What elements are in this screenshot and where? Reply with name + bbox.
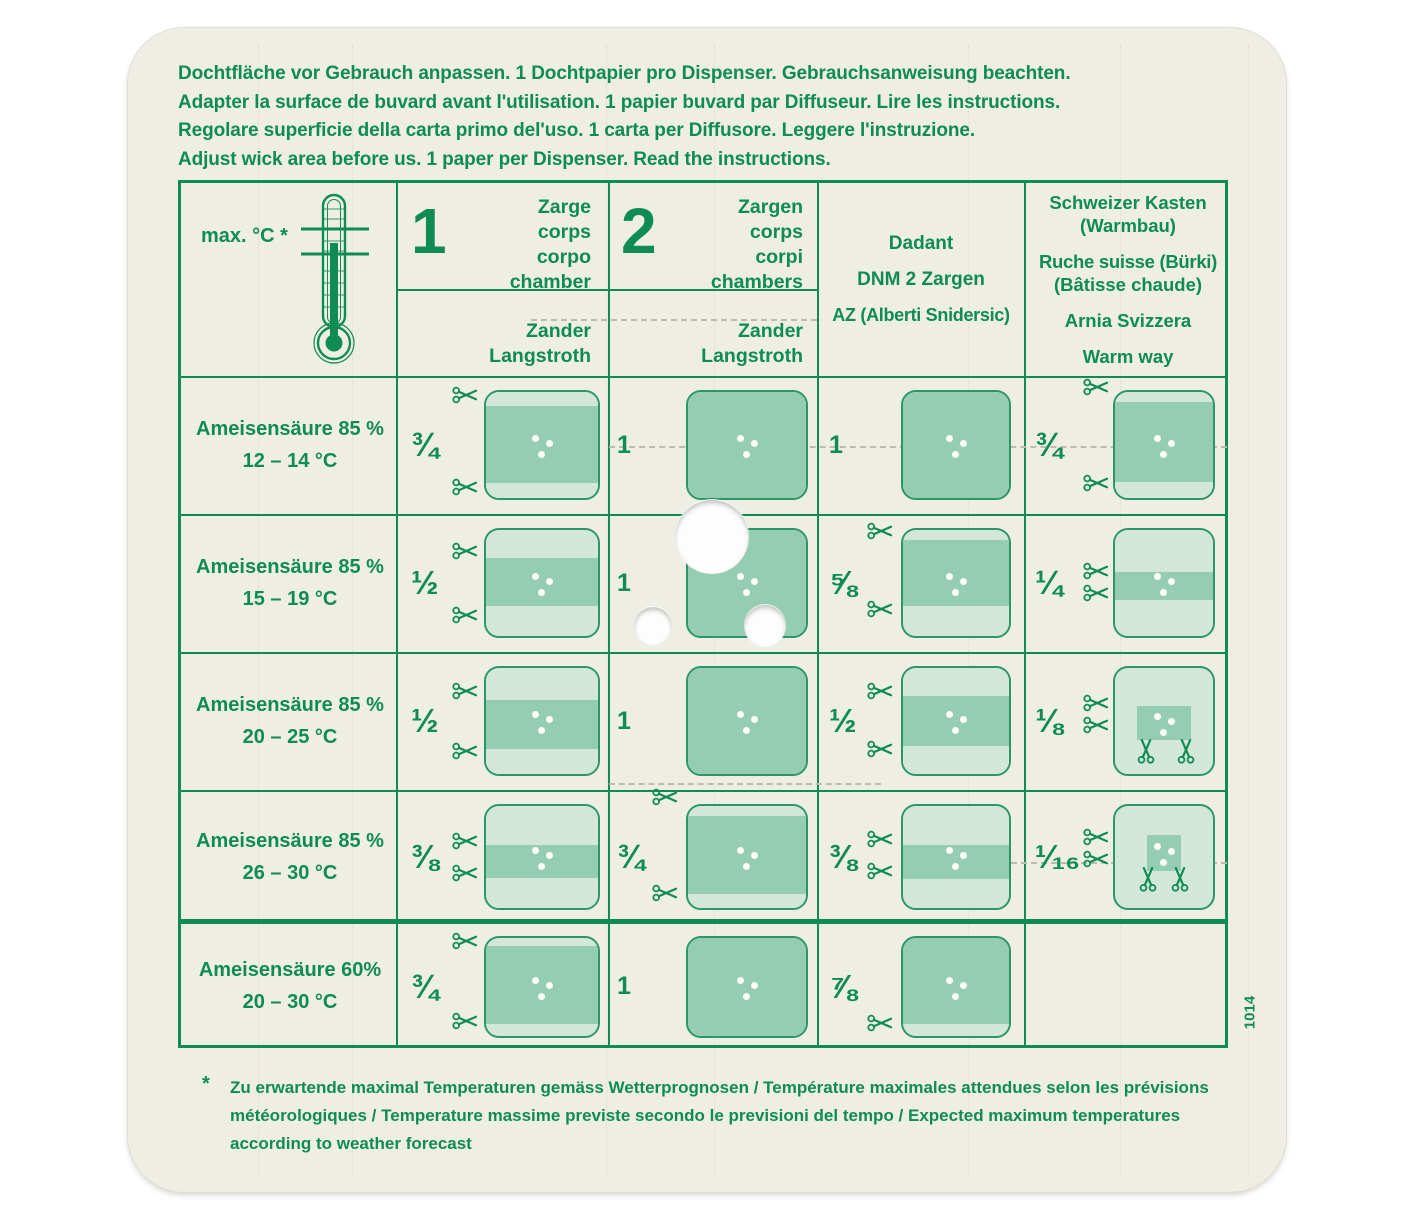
footnote (202, 1074, 1272, 1158)
scissors-icon (452, 932, 478, 950)
row-label (187, 514, 393, 652)
wick-dot (952, 863, 959, 870)
wick-dot (743, 993, 750, 1000)
wick-band (486, 483, 598, 498)
wick-band (1115, 530, 1213, 572)
wick-dot (1168, 718, 1175, 725)
wick-pad (1113, 390, 1215, 500)
wick-band (486, 1024, 598, 1036)
row-temp-label: 20 – 30 °C (242, 991, 338, 1013)
wick-band (903, 668, 1009, 696)
wick-dot (1160, 589, 1167, 596)
scissors-icon (652, 884, 678, 902)
wick-pad (686, 390, 808, 500)
thermometer-icon (297, 191, 373, 369)
wick-dot (952, 993, 959, 1000)
intro-line-fr: Adapter la surface de buvard avant l'utilisation. 1 papier buvard par Diffuseur. Lire les instructions. (178, 91, 1061, 113)
wick-dot (946, 847, 953, 854)
dose-fraction: 1 (617, 568, 631, 597)
header-frames-2: Zander Langstroth (701, 320, 803, 367)
scissors-icon (1083, 562, 1109, 580)
wick-dot (737, 977, 744, 984)
wick-dot (538, 993, 545, 1000)
perforation-line (609, 783, 881, 785)
header-frames-1: Zander Langstroth (489, 320, 591, 367)
wick-dot (538, 863, 545, 870)
footnote-text: Zu erwartende maximal Temperaturen gemäss Wetterprognosen / Température maximales attendues selon les prévisions météorologiques / Temperature massime previste secondo le previsioni del tempo / Expected maximum temperatures according to weather forecast (230, 1078, 1209, 1153)
wick-dot (743, 589, 750, 596)
wick-dot (532, 847, 539, 854)
wick-band (688, 938, 806, 1036)
wick-dot (532, 435, 539, 442)
wick-band (903, 606, 1009, 636)
perforation-line (531, 319, 817, 321)
wick-dot (1154, 435, 1161, 442)
wick-band (903, 392, 1009, 498)
scissors-icon (1133, 742, 1159, 760)
row-acid-label: Ameisensäure 85 % (196, 693, 384, 716)
footnote-asterisk: * (202, 1073, 210, 1095)
row-acid-label: Ameisensäure 85 % (196, 417, 384, 440)
header-num-2: 2 (621, 195, 657, 267)
wick-dot (1154, 573, 1161, 580)
scissors-icon (867, 862, 893, 880)
dose-fraction: ⅜ (829, 838, 857, 875)
punch-hole-large (675, 500, 749, 574)
dose-fraction: 1 (617, 706, 631, 735)
dose-fraction: ¾ (411, 967, 439, 1005)
wick-band (903, 1024, 1009, 1036)
wick-band (903, 879, 1009, 908)
scissors-icon (867, 600, 893, 618)
wick-pad (484, 528, 600, 638)
wick-dot (546, 578, 553, 585)
column-line (608, 183, 610, 1045)
wick-band (903, 540, 1009, 607)
wick-band (486, 406, 598, 483)
header-swiss: Schweizer Kasten (Warmbau) Ruche suisse (Bürki) (Bâtisse chaude) Arnia Svizzera Warm way (1038, 192, 1218, 367)
wick-band (486, 946, 598, 1023)
wick-dot (960, 440, 967, 447)
wick-band (486, 530, 598, 558)
wick-pad (1113, 666, 1215, 776)
wick-band (486, 938, 598, 947)
wick-dot (751, 578, 758, 585)
dose-fraction: ½ (411, 702, 439, 739)
wick-dot (1160, 729, 1167, 736)
row-label (187, 652, 393, 790)
wick-pad (686, 666, 808, 776)
row-label (187, 376, 393, 514)
wick-band (486, 668, 598, 700)
wick-band (903, 696, 1009, 747)
wick-dot (751, 440, 758, 447)
wick-dot (946, 435, 953, 442)
wick-band (903, 746, 1009, 774)
wick-dot (538, 589, 545, 596)
wick-pad (484, 390, 600, 500)
wick-band (688, 668, 806, 774)
punch-hole-small (634, 607, 672, 645)
row-acid-label: Ameisensäure 85 % (196, 555, 384, 578)
wick-pad (1113, 804, 1215, 910)
scissors-icon (452, 742, 478, 760)
wick-band (486, 606, 598, 636)
wick-pad (901, 804, 1011, 910)
wick-band (486, 878, 598, 908)
dose-fraction: ½ (411, 564, 439, 601)
scissors-icon (652, 788, 678, 806)
intro-text (178, 60, 1178, 174)
dose-fraction: ⅝ (829, 564, 857, 601)
wick-pad (484, 666, 600, 776)
column-line (396, 183, 398, 1045)
dose-fraction: 1 (617, 972, 631, 1000)
wick-dot (1160, 859, 1167, 866)
scissors-icon (452, 832, 478, 850)
wick-dot (532, 573, 539, 580)
intro-line-it: Regolare superficie della carta primo del'uso. 1 carta per Diffusore. Leggere l'instruzione. (178, 120, 976, 141)
wick-dot (532, 977, 539, 984)
scissors-icon (1083, 584, 1109, 602)
scissors-icon (867, 1014, 893, 1032)
wick-band (688, 392, 806, 498)
wick-band (903, 806, 1009, 845)
wick-dot (737, 711, 744, 718)
scissors-icon (867, 740, 893, 758)
scissors-icon (452, 682, 478, 700)
wick-band (486, 845, 598, 879)
wick-pad (901, 936, 1011, 1038)
scissors-icon (1135, 870, 1161, 888)
dosage-table (178, 180, 1228, 1048)
wick-dot (1154, 713, 1161, 720)
wick-dot (952, 589, 959, 596)
wick-pad (1113, 528, 1215, 638)
row-temp-label: 20 – 25 °C (242, 725, 338, 748)
scissors-icon (1083, 850, 1109, 868)
wick-dot (751, 982, 758, 989)
scissors-icon (452, 542, 478, 560)
intro-line-en: Adjust wick area before us. 1 paper per Dispenser. Read the instructions. (178, 148, 831, 170)
wick-dot (538, 451, 545, 458)
wick-band (1115, 600, 1213, 636)
wick-dot (960, 982, 967, 989)
dose-fraction: ¹⁄₁₆ (1035, 838, 1081, 875)
wick-dot (751, 852, 758, 859)
header-chamber-1: Zarge corps corpo chamber (509, 196, 591, 293)
wick-dot (538, 727, 545, 734)
wick-band (903, 938, 1009, 1024)
wick-dot (751, 716, 758, 723)
wick-band (486, 806, 598, 845)
scissors-icon (452, 606, 478, 624)
wick-dot (946, 573, 953, 580)
dose-fraction: ¾ (411, 426, 439, 463)
scissors-icon (1083, 378, 1109, 396)
punch-hole-small (744, 605, 786, 647)
wick-dot (546, 852, 553, 859)
wick-dot (546, 716, 553, 723)
wick-band (486, 392, 598, 406)
wick-dot (1154, 843, 1161, 850)
wick-area (1137, 706, 1192, 740)
row-label (187, 924, 393, 1049)
header-num-1: 1 (411, 195, 447, 267)
wick-pad (686, 804, 808, 910)
row-acid-label: Ameisensäure 85 % (196, 829, 384, 852)
wick-dot (952, 727, 959, 734)
wick-pad (901, 390, 1011, 500)
dose-fraction: 1 (617, 430, 631, 459)
scissors-icon (1173, 742, 1199, 760)
wick-dot (546, 440, 553, 447)
row-temp-label: 15 – 19 °C (242, 587, 338, 610)
wick-pad (901, 528, 1011, 638)
wick-band (1115, 402, 1213, 483)
wick-dot (952, 451, 959, 458)
row-temp-label: 26 – 30 °C (242, 861, 338, 884)
wick-band (486, 749, 598, 774)
wick-band (688, 806, 806, 816)
wick-dot (960, 578, 967, 585)
wick-band (688, 894, 806, 908)
intro-line-de: Dochtfläche vor Gebrauch anpassen. 1 Dochtpapier pro Dispenser. Gebrauchsanweisung beachten. (178, 63, 1071, 84)
wick-dot (743, 863, 750, 870)
wick-dot (737, 435, 744, 442)
header-chamber-2: Zargen corps corpi chambers (710, 196, 803, 293)
wick-band (1115, 482, 1213, 498)
wick-band (903, 530, 1009, 540)
dose-fraction: ¼ (1035, 564, 1063, 601)
row-acid-label: Ameisensäure 60% (198, 959, 382, 981)
wick-dot (546, 982, 553, 989)
scissors-icon (1083, 716, 1109, 734)
dose-fraction: 1 (829, 430, 843, 459)
wick-dot (1168, 848, 1175, 855)
wick-dot (960, 852, 967, 859)
scissors-icon (867, 682, 893, 700)
wick-dot (946, 977, 953, 984)
print-code: 1014 (1241, 995, 1259, 1030)
wick-dot (532, 711, 539, 718)
wick-dot (743, 451, 750, 458)
wick-dot (1168, 440, 1175, 447)
wick-band (1115, 392, 1213, 402)
dose-fraction: ¾ (617, 838, 645, 875)
wick-dot (1168, 578, 1175, 585)
scissors-icon (452, 478, 478, 496)
wick-band (688, 816, 806, 894)
wick-band (486, 558, 598, 607)
scissors-icon (1083, 694, 1109, 712)
row-temp-label: 12 – 14 °C (242, 449, 338, 472)
dose-fraction: ¾ (1035, 426, 1063, 463)
dose-fraction: ⅜ (411, 838, 439, 875)
max-temp-label: max. °C * (201, 225, 288, 247)
scissors-icon (1083, 474, 1109, 492)
dose-fraction: ⅞ (829, 967, 857, 1005)
wick-pad (484, 804, 600, 910)
dose-fraction: ⅛ (1035, 702, 1063, 739)
wick-band (486, 700, 598, 749)
wick-pad (901, 666, 1011, 776)
wick-dot (1160, 451, 1167, 458)
scissors-icon (867, 830, 893, 848)
scissors-icon (1167, 870, 1193, 888)
wick-dot (946, 711, 953, 718)
wick-dot (743, 727, 750, 734)
wick-pad (484, 936, 600, 1038)
scissors-icon (867, 522, 893, 540)
scissors-icon (452, 864, 478, 882)
row-label (187, 790, 393, 924)
wick-dot (737, 573, 744, 580)
scissors-icon (1083, 828, 1109, 846)
wick-pad (686, 936, 808, 1038)
scissors-icon (452, 1012, 478, 1030)
instruction-card (128, 28, 1286, 1192)
dose-fraction: ½ (829, 702, 857, 739)
wick-dot (737, 847, 744, 854)
wick-dot (960, 716, 967, 723)
scissors-icon (452, 386, 478, 404)
header-dadant: Dadant DNM 2 Zargen AZ (Alberti Snidersic) (832, 233, 1010, 325)
